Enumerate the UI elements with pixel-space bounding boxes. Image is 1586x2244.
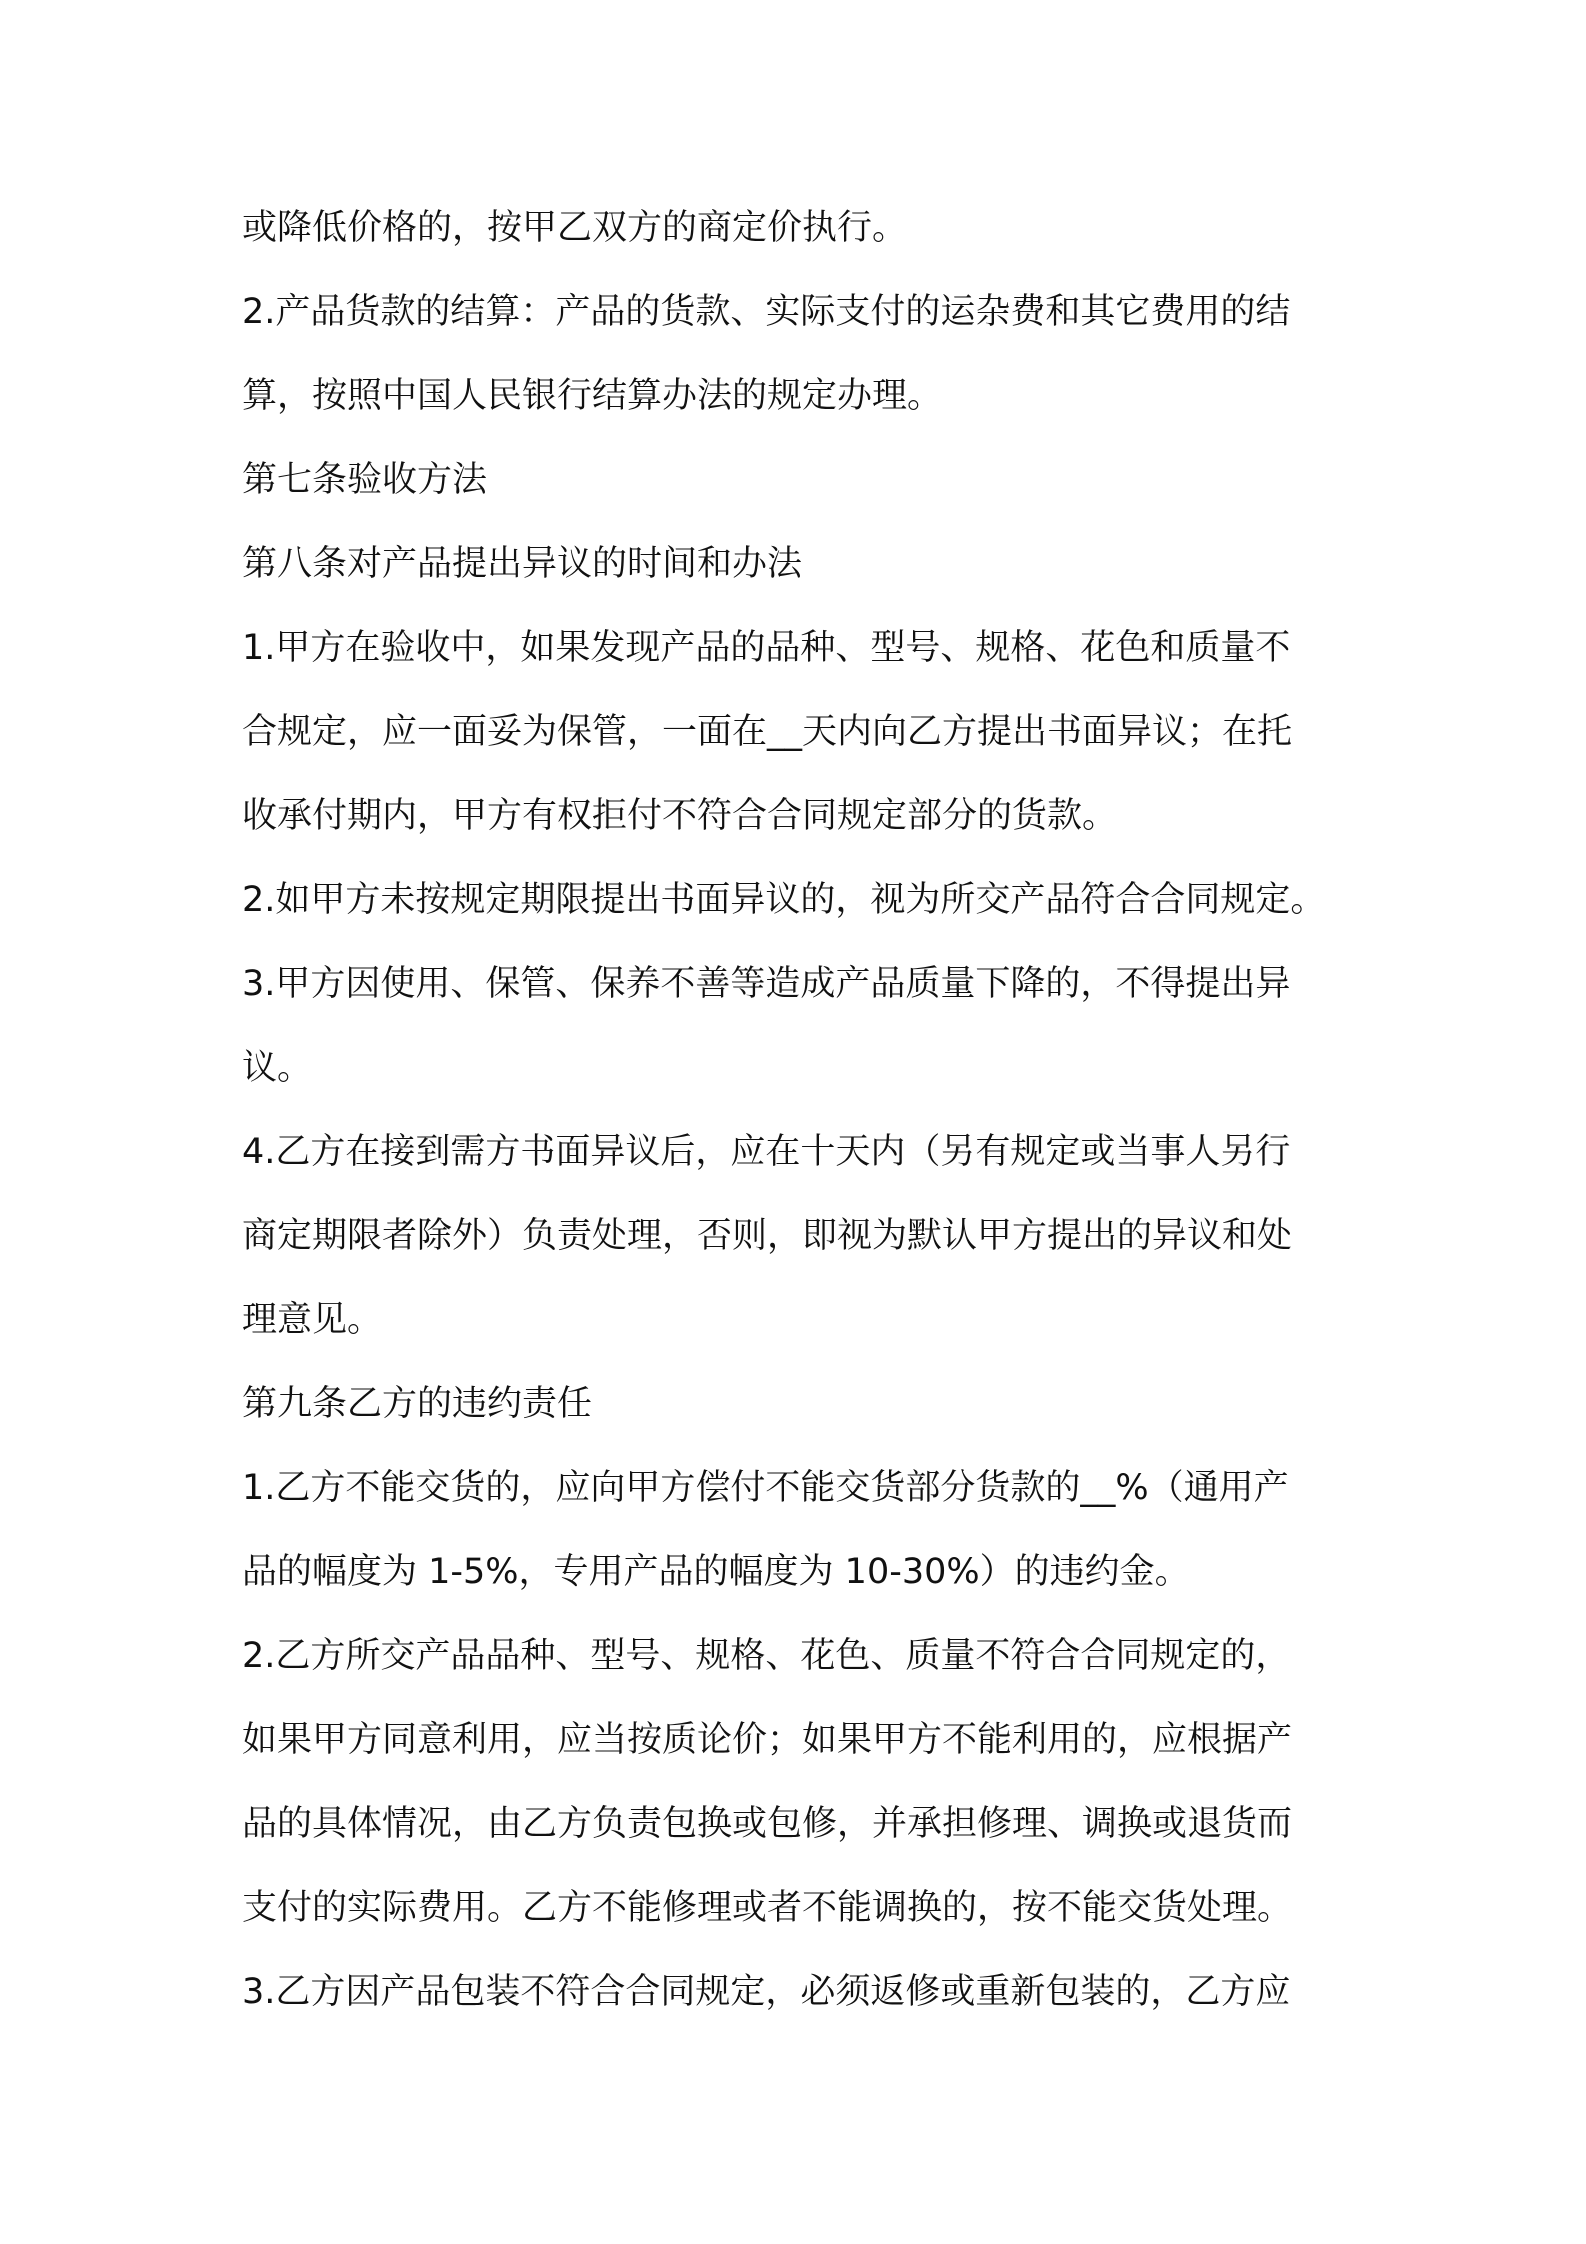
- text-line: 3.乙方因产品包装不符合合同规定，必须返修或重新包装的，乙方应: [242, 1972, 1291, 2012]
- text-line: 算，按照中国人民银行结算办法的规定办理。: [242, 376, 943, 416]
- text-line: 收承付期内，甲方有权拒付不符合合同规定部分的货款。: [242, 796, 1118, 836]
- text-line: 2.如甲方未按规定期限提出书面异议的，视为所交产品符合合同规定。: [242, 880, 1326, 920]
- text-line: 品的具体情况，由乙方负责包换或包修，并承担修理、调换或退货而: [242, 1804, 1293, 1844]
- section-heading: 第九条乙方的违约责任: [242, 1384, 593, 1424]
- text-line: 支付的实际费用。乙方不能修理或者不能调换的，按不能交货处理。: [242, 1888, 1293, 1928]
- section-heading: 第八条对产品提出异议的时间和办法: [242, 544, 803, 584]
- text-line: 3.甲方因使用、保管、保养不善等造成产品质量下降的，不得提出异: [242, 964, 1291, 1004]
- text-line: 合规定，应一面妥为保管，一面在__天内向乙方提出书面异议；在托: [242, 712, 1293, 752]
- text-line: 如果甲方同意利用，应当按质论价；如果甲方不能利用的，应根据产: [242, 1720, 1293, 1760]
- text-line: 2.乙方所交产品品种、型号、规格、花色、质量不符合合同规定的，: [242, 1636, 1291, 1676]
- text-line: 品的幅度为 1-5%，专用产品的幅度为 10-30%）的违约金。: [242, 1552, 1190, 1592]
- text-line: 或降低价格的，按甲乙双方的商定价执行。: [242, 208, 908, 248]
- text-line: 理意见。: [242, 1300, 383, 1340]
- text-line: 1.乙方不能交货的，应向甲方偿付不能交货部分货款的__%（通用产: [242, 1468, 1289, 1508]
- text-line: 议。: [242, 1048, 313, 1088]
- text-line: 2.产品货款的结算：产品的货款、实际支付的运杂费和其它费用的结: [242, 292, 1291, 332]
- section-heading: 第七条验收方法: [242, 460, 488, 500]
- text-line: 4.乙方在接到需方书面异议后，应在十天内（另有规定或当事人另行: [242, 1132, 1291, 1172]
- text-line: 1.甲方在验收中，如果发现产品的品种、型号、规格、花色和质量不: [242, 628, 1291, 668]
- text-line: 商定期限者除外）负责处理，否则，即视为默认甲方提出的异议和处: [242, 1216, 1293, 1256]
